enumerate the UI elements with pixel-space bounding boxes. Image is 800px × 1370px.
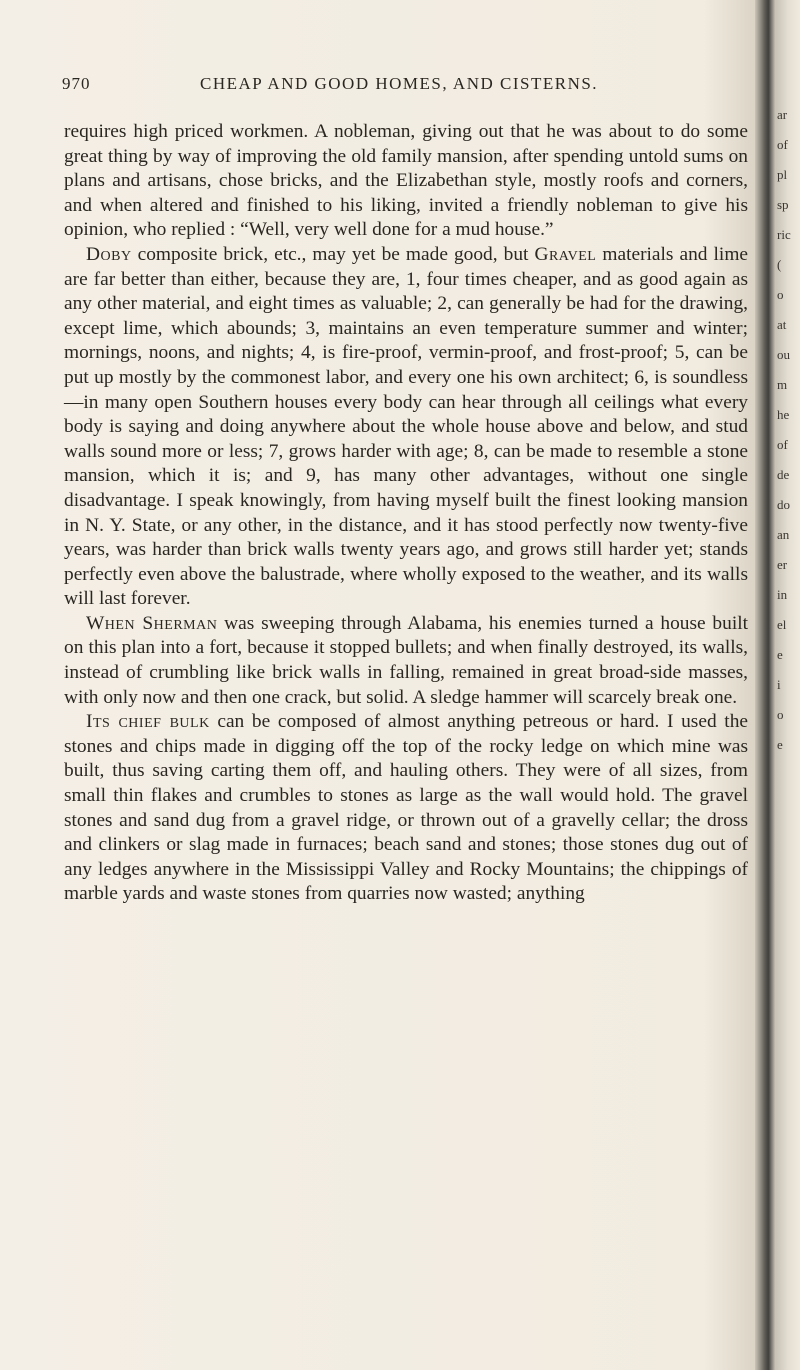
facing-page-fragment: pl xyxy=(777,167,788,182)
paragraph-1: requires high priced workmen. A nobleman, giving out that he was about to do some great thing by way of improving the old family mansion, after spending untold sums on plans and artisans, chose bricks, and the Elizabethan style, mostly roofs and corners, and when altered and finished to his liking, invited a friendly nobleman to give his opinion, who replied : “Well, very well done for a mud house.” xyxy=(64,121,748,241)
running-title: CHEAP AND GOOD HOMES, AND CISTERNS. xyxy=(200,74,599,93)
facing-page-fragment: of xyxy=(777,437,788,452)
body-text xyxy=(64,120,748,907)
facing-page-fragment: de xyxy=(777,467,790,482)
facing-page-fragment: ric xyxy=(777,227,791,242)
facing-page-fragment: er xyxy=(777,557,788,572)
facing-page-fragments xyxy=(777,100,800,760)
facing-page-fragment: he xyxy=(777,407,790,422)
facing-page-fragment: o xyxy=(777,707,784,722)
paragraph-3 xyxy=(64,612,748,710)
paragraph-3-text: was sweeping through Alabama, his enemies turned a house built on this plan into a fort, because it stopped bullets; and when finally destroyed, its walls, instead of crumbling like brick walls in falling, remained in great broad-side masses, with only now and then one crack, but solid. A sledge hammer will scarcely break one. xyxy=(64,612,748,708)
facing-page-fragment: of xyxy=(777,137,788,152)
paragraph-3-lead: When Sherman xyxy=(86,612,218,634)
facing-page-fragment: m xyxy=(777,377,788,392)
facing-page-fragment: e xyxy=(777,737,783,752)
facing-page-fragment: o xyxy=(777,287,784,302)
paragraph-4 xyxy=(64,710,748,907)
facing-page-fragment: ( xyxy=(777,257,782,272)
page-number: 970 xyxy=(62,74,91,93)
paragraph-2 xyxy=(64,243,748,612)
paragraph-4-text: can be composed of almost anything petreous or hard. I used the stones and chips made in digging off the top of the rocky ledge on which mine was built, thus saving carting them off, and hauling others. They were of all sizes, from small thin flakes and crumbles to stones as large as the wall would hold. The gravel stones and sand dug from a gravel ridge, or thrown out of a gravelly cellar; the dross and clinkers or slag made in furnaces; beach sand and stones; those stones dug out of any ledges anywhere in the Mississippi Valley and Rocky Mountains; the chippings of marble yards and waste stones from quarries now wasted; anything xyxy=(64,711,748,905)
paragraph-2-lead: Doby xyxy=(86,243,132,265)
facing-page-fragment: ou xyxy=(777,347,790,362)
paragraph-2-text-b: materials and lime are far better than either, because they are, 1, four times cheaper, and as good again as any other material, and eight times as valuable; 2, can generally be had for the drawing, except lime, which abounds; 3, maintains an even temperature summer and winter; mornings, noons, and nights; 4, is fire-proof, vermin-proof, and frost-proof; 5, can be put up mostly by the commonest labor, and every one his own architect; 6, is soundless—in many open Southern houses every body can hear through all ceilings what every body is saying and doing anywhere about the whole house above and below, and stud walls sound more or less; 7, grows harder with age; 8, can be made to resemble a stone mansion, which it is; and 9, has many other advantages, without one single disadvantage. I speak knowingly, from having myself built the finest looking mansion in N. Y. State, or any other, in the distance, and it has stood perfectly now twenty-five years, was harder than brick walls twenty years ago, and grows still harder yet; stands perfectly even above the balustrade, where wholly exposed to the weather, and its walls will last forever. xyxy=(64,243,749,610)
facing-page-fragment: el xyxy=(777,617,787,632)
running-header xyxy=(62,74,702,100)
paragraph-2-text-a: composite brick, etc., may yet be made good, but xyxy=(131,243,535,265)
facing-page-fragment: in xyxy=(777,587,788,602)
paragraph-2-lead-2: Gravel xyxy=(534,243,597,265)
facing-page-fragment: ar xyxy=(777,107,788,122)
facing-page-fragment: e xyxy=(777,647,783,662)
facing-page-fragment: i xyxy=(777,677,781,692)
facing-page-fragment: an xyxy=(777,527,790,542)
facing-page-fragment: do xyxy=(777,497,790,512)
facing-page-fragment: at xyxy=(777,317,787,332)
paragraph-4-lead: Its chief bulk xyxy=(86,711,210,733)
facing-page-fragment: sp xyxy=(777,197,789,212)
